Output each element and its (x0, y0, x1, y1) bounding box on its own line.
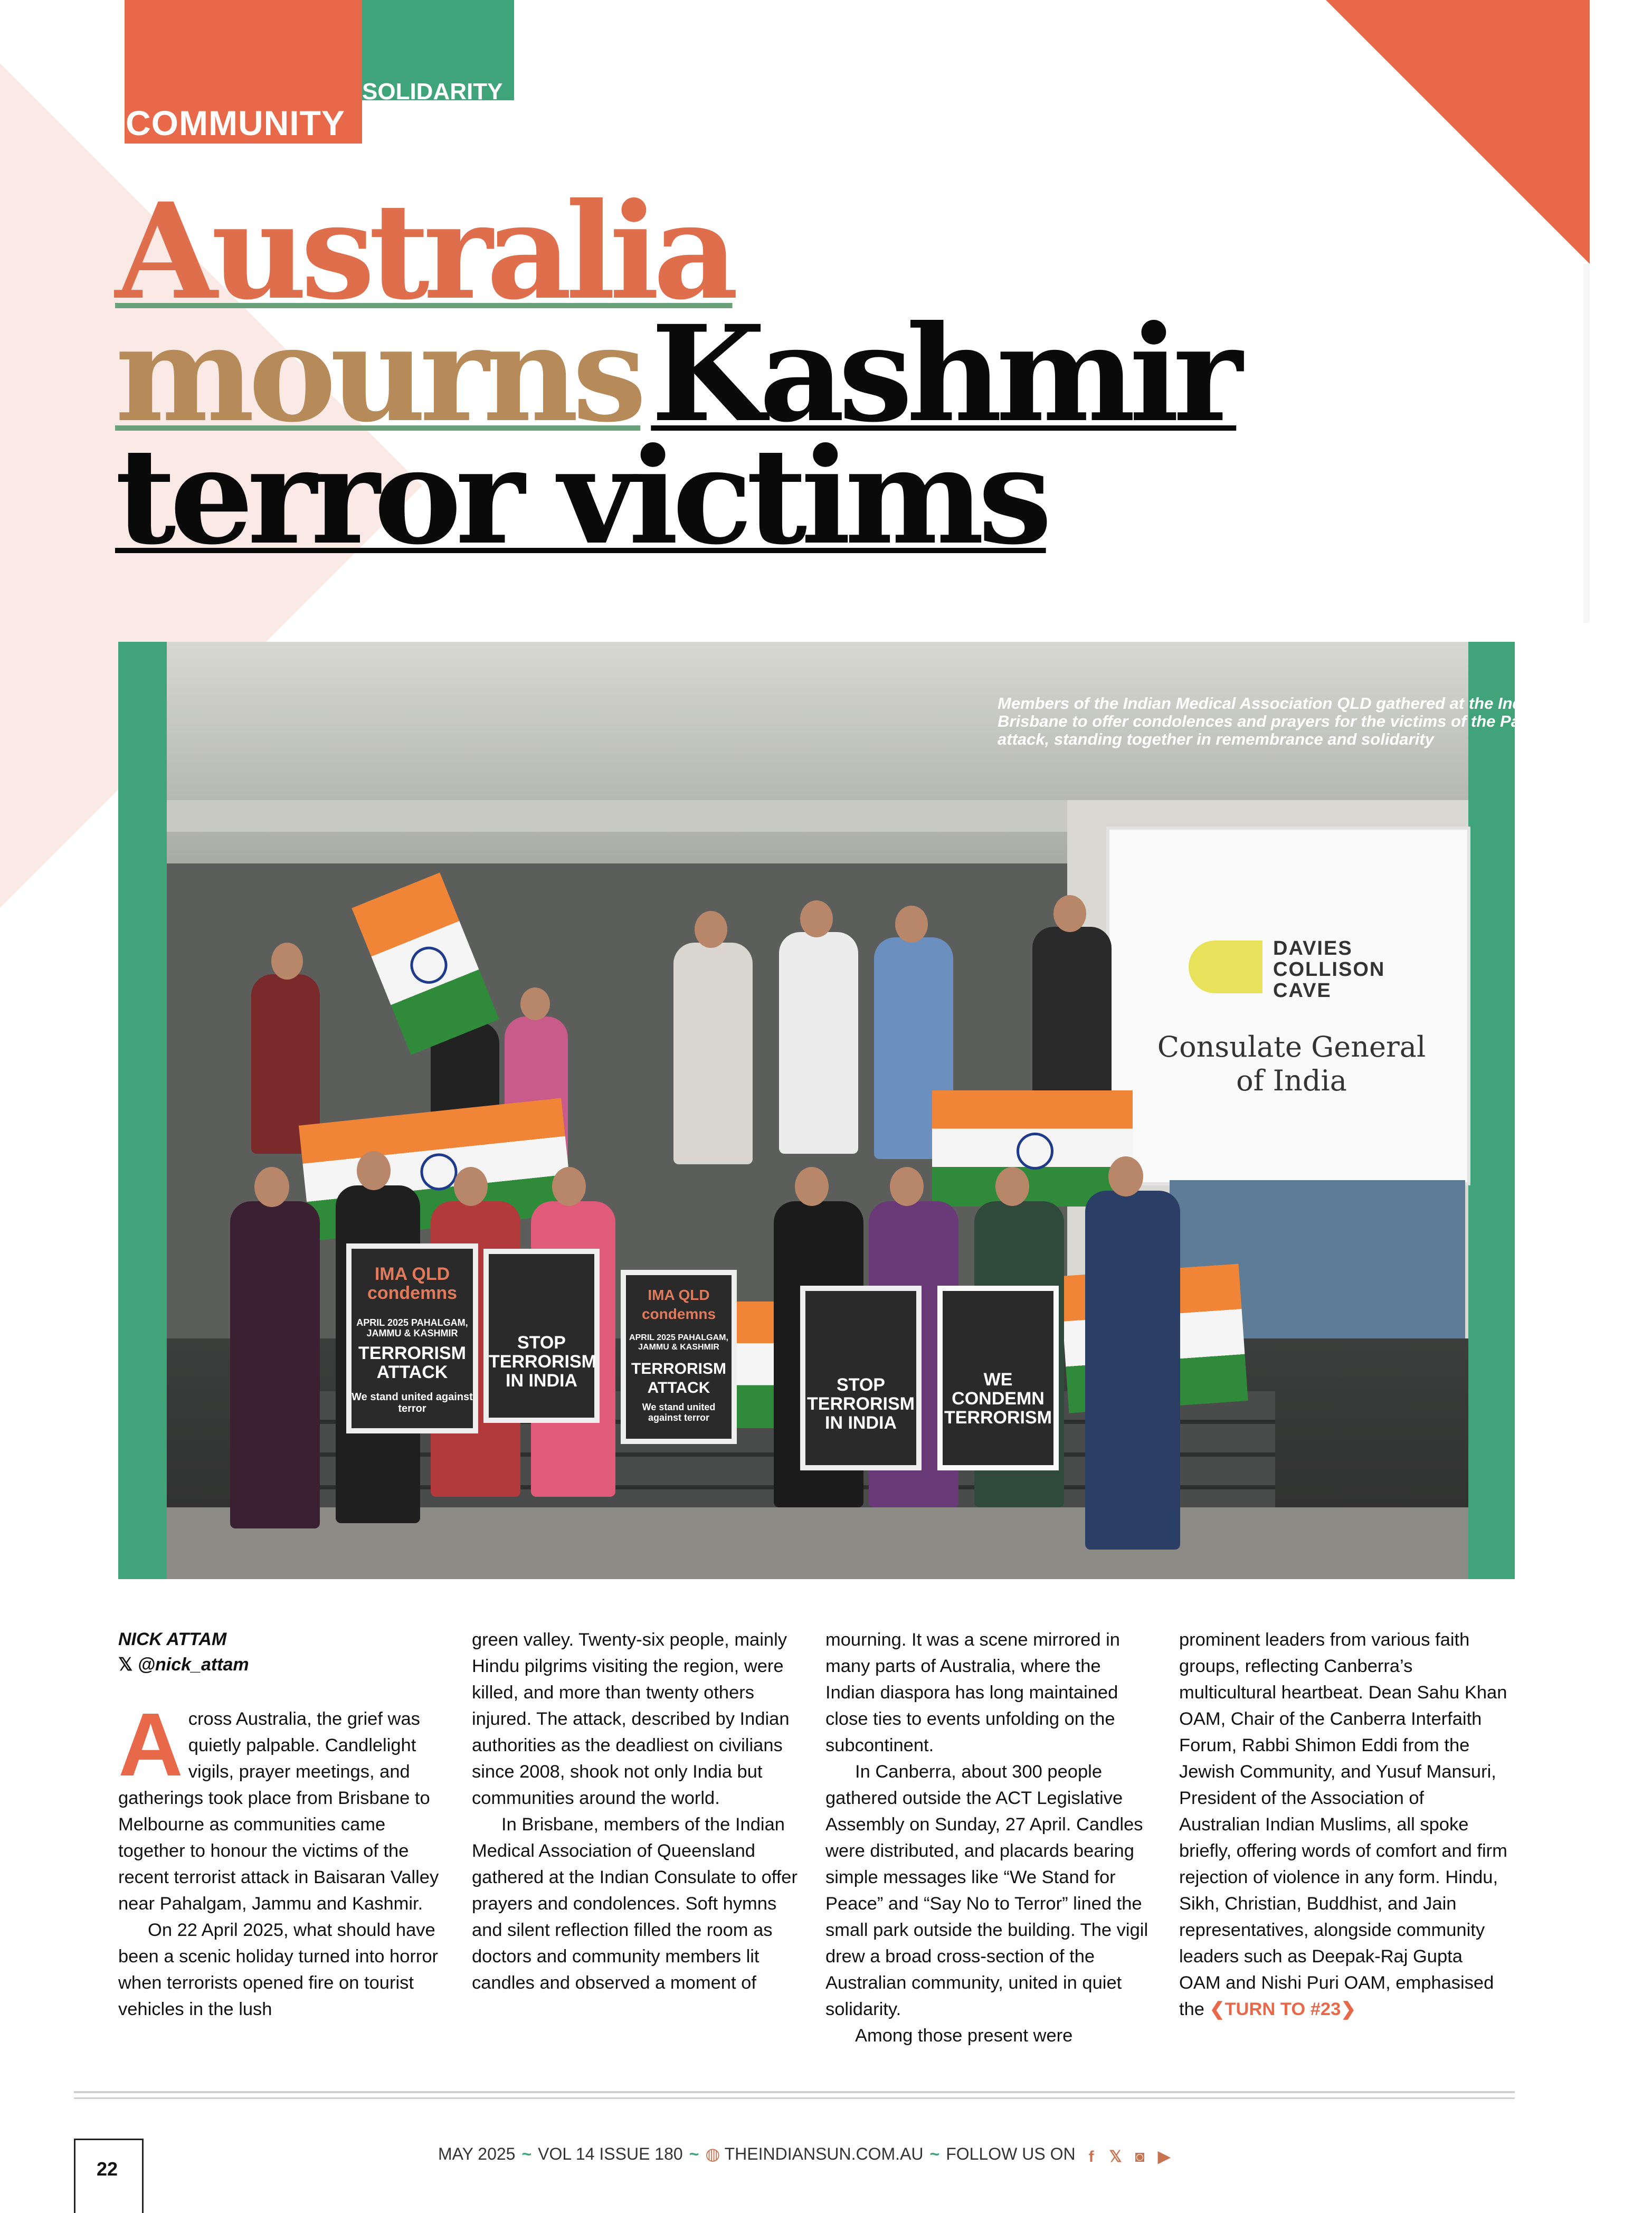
person-head (254, 1167, 289, 1207)
person-head (895, 906, 928, 943)
page-number: 22 (97, 2158, 118, 2180)
footer-volume: VOL 14 ISSUE 180 (538, 2144, 683, 2163)
person-head (795, 1167, 829, 1206)
indian-flag (352, 872, 499, 1055)
footer-bar (438, 2144, 1173, 2165)
footer-follow: FOLLOW US ON (946, 2144, 1076, 2163)
person-head (1053, 895, 1086, 932)
footer-rule (74, 2097, 1515, 2099)
person (230, 1201, 320, 1528)
article-column-3 (825, 1627, 1155, 2049)
turn-to-link[interactable]: ❮TURN TO #23❯ (1209, 1999, 1356, 2019)
zigzag-separator-icon: ~ (689, 2144, 699, 2163)
article-paragraph: prominent leaders from various faith groups, reflecting Canberra’s multicultural heartbeat. Dean Sahu Khan OAM, Chair of the Canberra Interfaith Forum, Rabbi Shimon Eddi from the Jewish Community, and Yusuf Mansuri, President of the Association of Australian Indian Muslims, all spoke briefly, offering words of comfort and firm rejection of violence in any form. Hindu, Sikh, Christian, Buddhist, and Jain representatives, alongside community leaders such as Deepak-Raj Gupta OAM and Nishi Puri OAM, emphasised the ❮TURN TO #23❯ (1179, 1630, 1507, 2019)
byline-handle[interactable]: @nick_attam (137, 1655, 249, 1675)
indian-flag (932, 1090, 1133, 1207)
article-paragraph: cross Australia, the grief was quietly palpable. Candlelight vigils, prayer meetings, and gatherings took place from Brisbane to Melbourne as communities came together to honour the victims of the recent terrorist attack in Baisaran Valley near Pahalgam, Jammu and Kashmir. (118, 1709, 439, 1914)
placard: IMA QLD condemns APRIL 2025 PAHALGAM, JAMMU & KASHMIR TERRORISM ATTACK We stand united against terror (346, 1243, 478, 1433)
headline-line-2 (115, 296, 1435, 451)
facebook-icon[interactable]: f (1088, 2148, 1094, 2165)
person-head (1108, 1156, 1143, 1196)
article-paragraph: green valley. Twenty-six people, mainly Hindu pilgrims visiting the region, were killed, and more than twenty others injured. The attack, described by Indian authorities as the deadliest on civilians since 2008, shook not only India but communities around the world. (472, 1630, 790, 1808)
person-head (520, 987, 550, 1020)
sign-company-name: DAVIES COLLISON CAVE (1273, 937, 1385, 1002)
article-paragraph: On 22 April 2025, what should have been a scenic holiday turned into horror when terrorists opened fire on tourist vehicles in the lush (118, 1920, 439, 2019)
person-head (271, 943, 303, 980)
byline-author: NICK ATTAM (118, 1629, 227, 1649)
article-column-4 (1179, 1627, 1508, 2022)
person (1085, 1191, 1180, 1550)
page-number-box (74, 2139, 144, 2213)
headline-word-australia: Australia (115, 174, 733, 329)
dcc-logo-icon (1189, 941, 1262, 993)
x-icon: 𝕏 (118, 1655, 138, 1675)
placard: IMA QLD condemns APRIL 2025 PAHALGAM, JAMMU & KASHMIR TERRORISM ATTACK We stand united against terror (621, 1270, 737, 1444)
person-head (800, 900, 833, 937)
footer-website[interactable]: THEINDIANSUN.COM.AU (724, 2144, 924, 2163)
instagram-icon[interactable]: ◙ (1135, 2148, 1145, 2165)
footer-date: MAY 2025 (438, 2144, 516, 2163)
article-paragraph: In Canberra, about 300 people gathered outside the ACT Legislative Assembly on Sunday, 27 April. Candles were distributed, and placards bearing simple messages like “We Stand for Peace” and “Say No to Terror” lined the small park outside the building. The vigil drew a broad cross-section of the Australian community, united in quiet solidarity. (825, 1762, 1148, 2019)
byline-handle-row (118, 1652, 249, 1677)
footer-rule (74, 2091, 1515, 2093)
zigzag-separator-icon: ~ (929, 2144, 940, 2163)
article-column-1 (118, 1695, 448, 2022)
headline (115, 174, 1435, 574)
photo-scene (167, 642, 1649, 1579)
person (779, 932, 858, 1154)
headline-line-1 (115, 174, 1435, 329)
globe-icon: ◍ (705, 2144, 725, 2163)
feature-photo (118, 642, 1649, 1579)
person-head (890, 1167, 924, 1206)
headline-word-mourns: mourns (115, 296, 641, 451)
headline-line-3 (115, 419, 1435, 574)
person (1032, 927, 1112, 1117)
x-icon[interactable]: 𝕏 (1109, 2148, 1122, 2165)
placard: STOP TERRORISM IN INDIA (483, 1249, 600, 1423)
placard: WE CONDEMN TERRORISM (937, 1286, 1059, 1470)
headline-words-terror-victims: terror victims (115, 419, 1046, 574)
article-column-2 (472, 1627, 801, 1996)
sign-consulate-general: Consulate General of India (1157, 1030, 1426, 1097)
headline-word-kashmir: Kashmir (651, 296, 1237, 451)
person-head (357, 1151, 391, 1190)
article-paragraph: mourning. It was a scene mirrored in many parts of Australia, where the Indian diaspora has long maintained close ties to events unfolding on the subcontinent. (825, 1630, 1120, 1755)
placard: STOP TERRORISM IN INDIA (800, 1286, 922, 1470)
youtube-icon[interactable]: ▶ (1158, 2148, 1171, 2165)
byline (118, 1627, 249, 1677)
section-tag-community: COMMUNITY (126, 103, 345, 143)
photo-caption: Members of the Indian Medical Association QLD gathered at the Indian Consulate in Brisbane to offer condolences and prayers for the victims of the Pahalgam terrorist attack, standing together in remembrance and solidarity (998, 694, 1649, 748)
decorative-edge-strip (1583, 264, 1590, 623)
person-head (552, 1167, 586, 1206)
photo-crowd (251, 863, 1148, 1550)
person (673, 943, 753, 1164)
person-head (995, 1167, 1029, 1206)
zigzag-separator-icon: ~ (521, 2144, 532, 2163)
person-head (454, 1167, 488, 1206)
article-paragraph: In Brisbane, members of the Indian Medical Association of Queensland gathered at the Indian Consulate to offer prayers and condolences. Soft hymns and silent reflection filled the room as doctors and community members lit candles and observed a moment of (472, 1815, 797, 1993)
article-paragraph: Among those present were (855, 2026, 1073, 2046)
consulate-sign (1106, 827, 1470, 1185)
person-head (695, 911, 727, 948)
drop-cap: A (118, 1695, 183, 1795)
section-tag-solidarity: SOLIDARITY (362, 79, 503, 105)
